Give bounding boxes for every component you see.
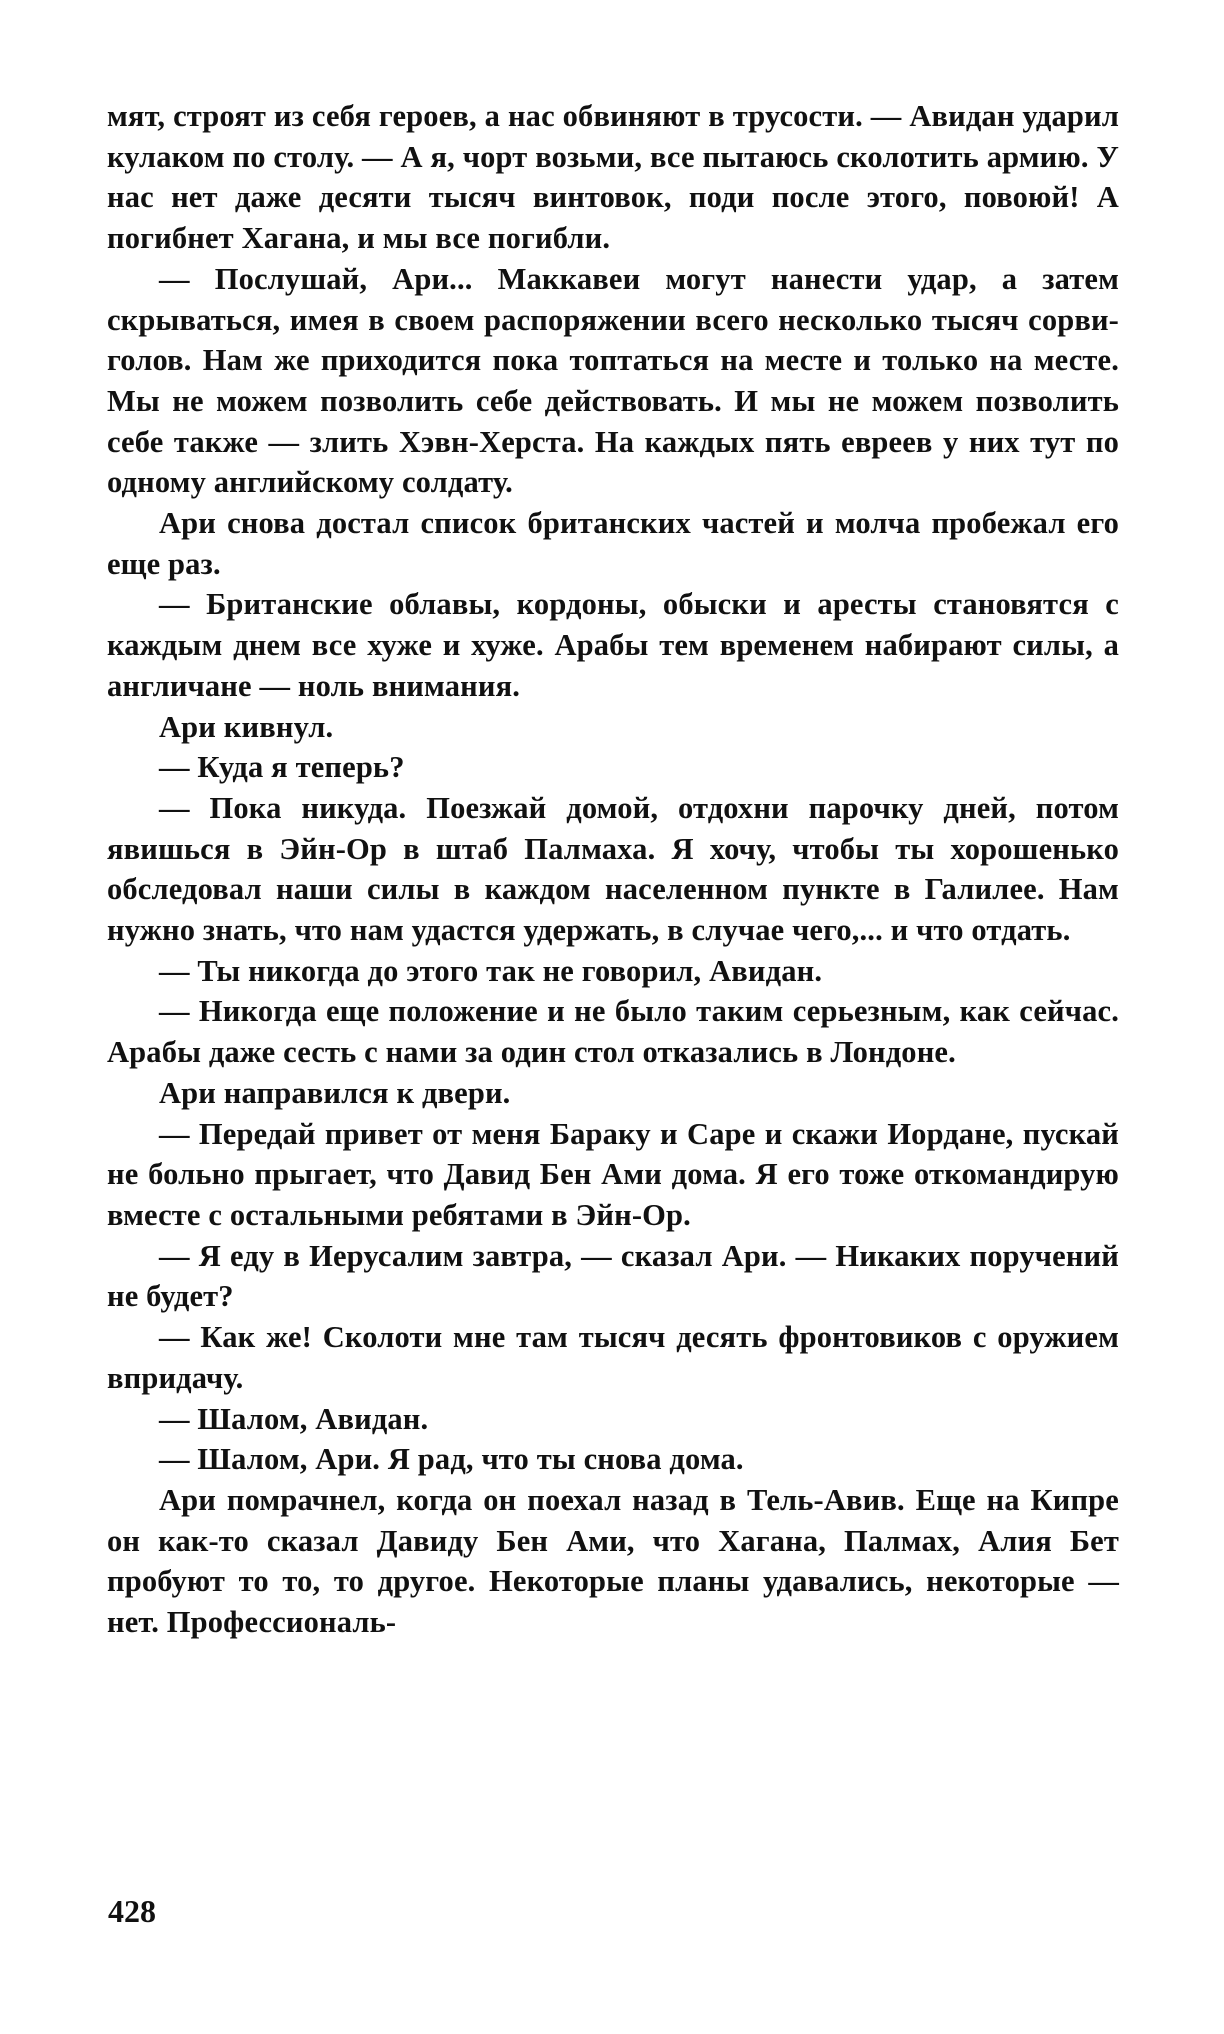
paragraph: Ари снова достал список британских частей и молча пробежал его еще раз.	[107, 506, 1119, 581]
paragraph: — Шалом, Авидан.	[159, 1401, 429, 1436]
paragraph: — Британские облавы, кордоны, обыски и аресты становятся с каждым днем все хуже и хуже. Арабы тем временем набирают силы, а англичане — ноль внимания.	[107, 587, 1119, 703]
paragraph: мят, строят из себя героев, а нас обвиняют в трусости. — Авидан ударил кулаком по столу. — А я, чорт возьми, все пытаюсь сколотить армию. У нас нет даже десяти тысяч винтовок, поди после этого, повоюй! А погибнет Хагана, и мы все погибли.	[107, 99, 1119, 256]
paragraph: Ари кивнул.	[159, 709, 334, 744]
paragraph: — Я еду в Иерусалим завтра, — сказал Ари. — Никаких поручений не будет?	[107, 1238, 1119, 1314]
page-text	[107, 96, 1119, 1643]
page-number: 428	[108, 1893, 156, 1929]
paragraph: — Шалом, Ари. Я рад, что ты снова дома.	[159, 1442, 744, 1477]
paragraph: — Как же! Сколоти мне там тысяч десять фронтовиков с оружием впридачу.	[107, 1320, 1119, 1395]
paragraph: — Ты никогда до этого так не говорил, Авидан.	[159, 953, 823, 988]
paragraph: — Пока никуда. Поезжай домой, отдохни парочку дней, потом явишься в Эйн-Ор в штаб Палмаха. Я хочу, чтобы ты хорошенько обследовал наши силы в каждом населенном пункте в Галилее. Нам нужно знать, что нам удастся удержать, в случае чего,... и что отдать.	[107, 790, 1119, 948]
paragraph: Ари помрачнел, когда он поехал назад в Тель-Авив. Еще на Кипре он как-то сказал Давиду Бен Ами, что Хагана, Палмах, Алия Бет пробуют то то, то другое. Некоторые планы удавались, некоторые — нет. Профессиональ-	[107, 1482, 1119, 1640]
paragraph: — Никогда еще положение и не было таким серьезным, как сейчас. Арабы даже сесть с нами за один стол отказались в Лондоне.	[107, 994, 1119, 1070]
paragraph: Ари направился к двери.	[159, 1075, 511, 1110]
paragraph: — Передай привет от меня Бараку и Саре и скажи Иордане, пускай не больно прыгает, что Давид Бен Ами дома. Я его тоже откомандирую вместе с остальными ребятами в Эйн-Ор.	[107, 1116, 1119, 1232]
paragraph: — Послушай, Ари... Маккавеи могут нанести удар, а затем скрываться, имея в своем распоряжении всего несколько тысяч сорви-голов. Нам же приходится пока топтаться на месте и только на месте. Мы не можем позволить себе действовать. И мы не можем позволить себе также — злить Хэвн-Херста. На каждых пять евреев у них тут по одному английскому солдату.	[107, 261, 1119, 500]
paragraph: — Куда я теперь?	[159, 750, 405, 785]
